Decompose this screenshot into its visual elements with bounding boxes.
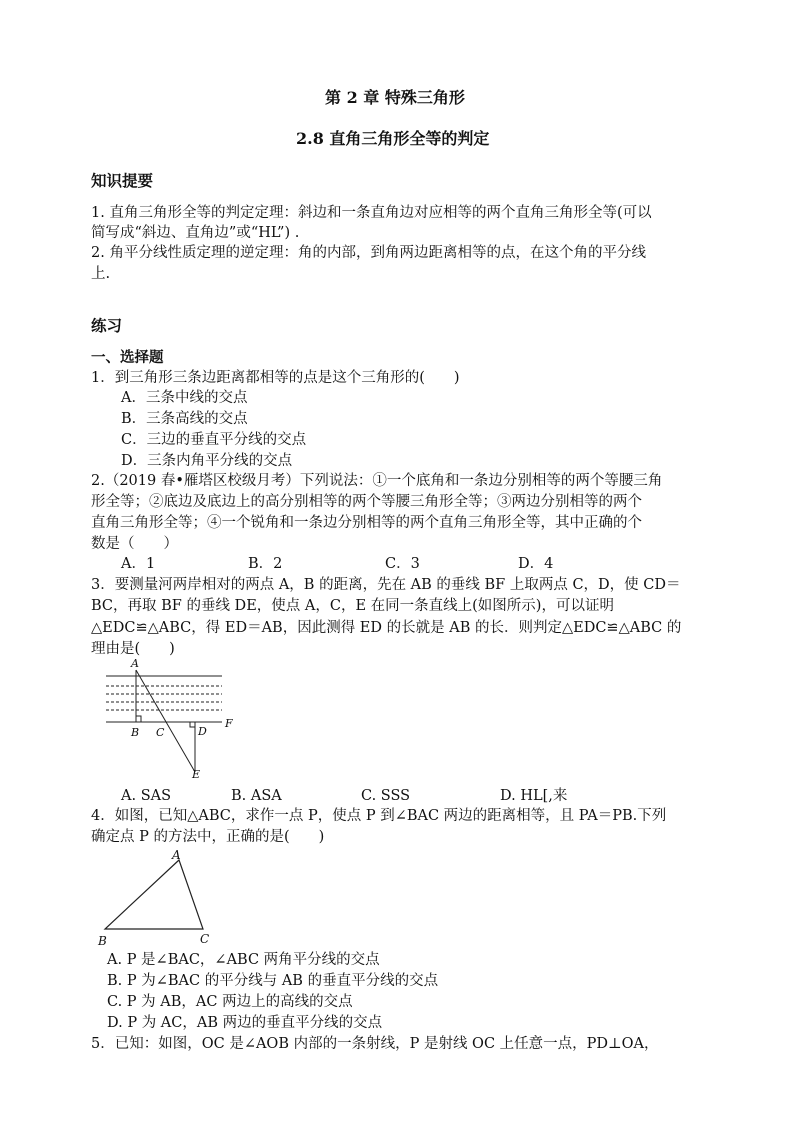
figure-label-c: C [156,726,165,739]
river-figure [100,657,240,781]
figure-label-d: D [198,725,207,738]
question-3-option: D. HL[,来 [500,788,568,804]
knowledge-heading: 知识提要 [91,171,154,190]
question-1-option: A．三条中线的交点 [121,390,248,406]
practice-heading: 练习 [91,316,123,335]
question-3-option: C. SSS [361,788,411,804]
question-2-line: 数是（ ） [91,536,178,552]
figure-label-f: F [225,717,233,730]
triangle-outline [105,860,203,929]
question-3-line: 理由是( ) [91,641,175,657]
question-1-option: C．三边的垂直平分线的交点 [121,432,307,448]
question-2-option: C．3 [385,556,420,572]
chapter-title: 第 2 章 特殊三角形 [325,88,465,107]
right-angle-b [136,716,141,722]
question-2-line: 形全等；②底边及底边上的高分别相等的两个等腰三角形全等；③两边分别相等的两个 [91,494,642,510]
figure-label-b: B [98,934,107,948]
figure-label-b: B [131,726,140,739]
knowledge-line: 简写成“斜边、直角边”或“HL”) . [91,225,300,241]
question-3-line: 3．要测量河两岸相对的两点 A，B 的距离，先在 AB 的垂线 BF 上取两点 C，D，使 CD＝ [91,577,681,593]
question-3-line: △EDC≌△ABC，得 ED＝AB，因此测得 ED 的长就是 AB 的长．则判定△EDC≌△ABC 的 [91,620,682,636]
section-title: 2.8 直角三角形全等的判定 [296,129,490,148]
question-4-line: 确定点 P 的方法中，正确的是( ) [91,829,325,845]
question-3-line: BC，再取 BF 的垂线 DE，使点 A，C，E 在同一条直线上(如图所示)，可以证明 [91,598,614,614]
question-3-option: B. ASA [231,788,282,804]
river-diagram [100,660,240,780]
question-1-option: B．三条高线的交点 [121,411,248,427]
question-4-option: C. P 为 AB，AC 两边上的高线的交点 [107,994,353,1010]
knowledge-line: 2. 角平分线性质定理的逆定理：角的内部，到角两边距离相等的点，在这个角的平分线 [91,245,646,261]
question-3-option: A. SAS [121,788,172,804]
section-heading: 一、选择题 [91,349,164,366]
question-2-line: 直角三角形全等；④一个锐角和一条边分别相等的两个直角三角形全等，其中正确的个 [91,515,642,531]
figure-label-e: E [192,768,201,781]
question-2-option: B．2 [248,556,283,572]
question-1-option: D．三条内角平分线的交点 [121,453,293,469]
triangle-figure [95,845,225,948]
knowledge-line: 上. [91,266,111,282]
figure-label-a: A [131,657,139,670]
figure-label-a: A [172,848,181,862]
question-2-option: A．1 [121,556,156,572]
question-1-stem: 1．到三角形三条边距离都相等的点是这个三角形的( ) [91,370,460,386]
question-4-option: B. P 为∠BAC 的平分线与 AB 的垂直平分线的交点 [107,973,439,989]
figure-label-c: C [200,932,210,946]
knowledge-line: 1. 直角三角形全等的判定定理：斜边和一条直角边对应相等的两个直角三角形全等(可以 [91,205,652,221]
question-4-line: 4．如图，已知△ABC，求作一点 P，使点 P 到∠BAC 两边的距离相等，且 PA＝PB.下列 [91,808,667,824]
question-4-option: D. P 为 AC，AB 两边的垂直平分线的交点 [107,1015,383,1031]
right-angle-d [190,722,195,727]
question-2-option: D．4 [518,556,554,572]
segment-ae [136,670,195,772]
question-4-option: A. P 是∠BAC，∠ABC 两角平分线的交点 [107,952,380,968]
question-5-line: 5．已知：如图，OC 是∠AOB 内部的一条射线，P 是射线 OC 上任意一点，PD⊥OA， [91,1036,659,1052]
question-2-line: 2.（2019 春•雁塔区校级月考）下列说法：①一个底角和一条边分别相等的两个等腰三角 [91,473,663,489]
